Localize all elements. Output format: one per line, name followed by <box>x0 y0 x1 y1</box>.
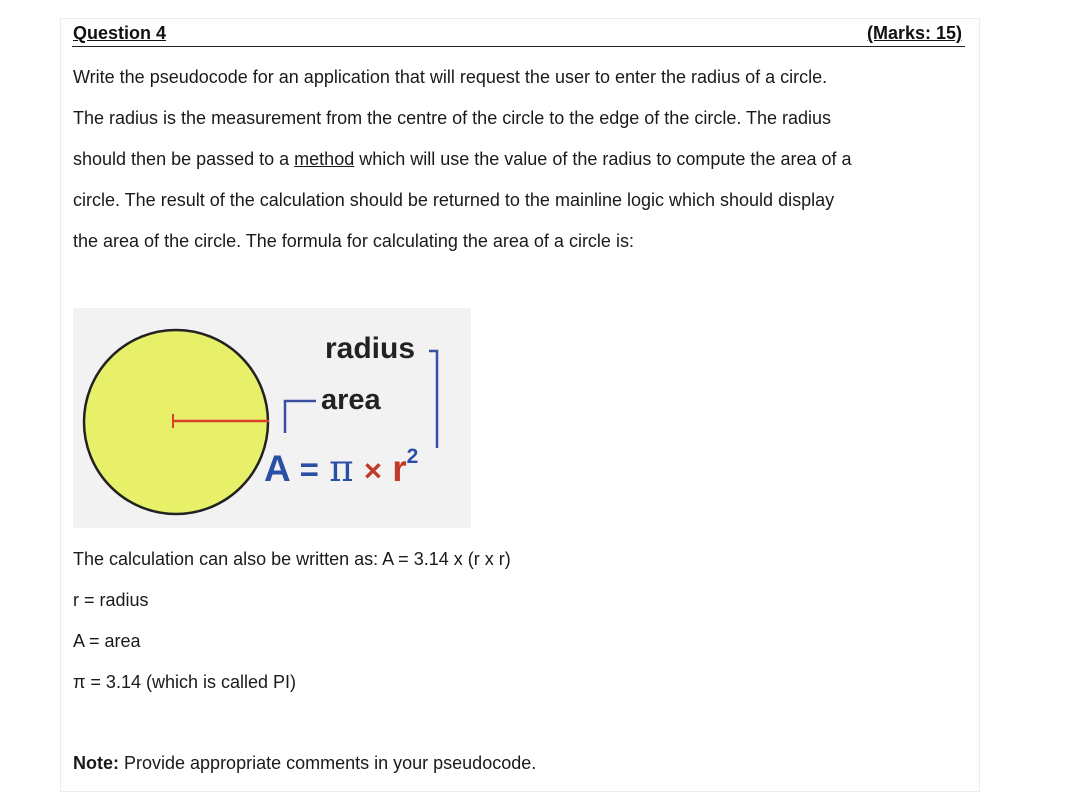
note-line <box>73 752 536 774</box>
radius-definition: r = radius <box>73 590 149 610</box>
radius-label: radius <box>325 332 416 365</box>
area-label: area <box>321 384 381 416</box>
intro-line-2: The radius is the measurement from the centre of the circle to the edge of the circle. The radius <box>73 108 832 128</box>
intro-line-5: the area of the circle. The formula for calculating the area of a circle is: <box>73 231 634 251</box>
intro-line-3-start: should then be passed to a <box>73 149 295 169</box>
formula-a: A <box>264 448 290 489</box>
formula-r: r <box>392 448 407 489</box>
formula-exponent: 2 <box>406 445 419 468</box>
area-definition: A = area <box>73 631 141 651</box>
circle-area-figure <box>73 308 471 528</box>
pi-definition: π = 3.14 (which is called PI) <box>73 672 297 692</box>
question-header <box>72 22 965 47</box>
intro-line-4: circle. The result of the calculation should be returned to the mainline logic which should display <box>73 190 835 210</box>
question-title: Question 4 <box>73 23 167 43</box>
radius-bracket <box>429 351 437 448</box>
note-text: Provide appropriate comments in your pseudocode. <box>119 753 537 773</box>
intro-line-3 <box>73 148 852 170</box>
area-bracket <box>285 401 316 433</box>
area-formula <box>264 437 418 491</box>
intro-line-3-end: which will use the value of the radius to compute the area of a <box>354 149 852 169</box>
marks-label: (Marks: 15) <box>866 23 962 43</box>
note-label: Note: <box>73 753 119 773</box>
formula-pi: π <box>329 447 354 490</box>
method-link[interactable]: method <box>294 149 355 169</box>
formula-times: × <box>363 453 382 488</box>
intro-line-1: Write the pseudocode for an application that will request the user to enter the radius of a circle. <box>73 67 828 87</box>
formula-equals: = <box>299 451 319 488</box>
calculation-line: The calculation can also be written as: A = 3.14 x (r x r) <box>73 549 511 569</box>
